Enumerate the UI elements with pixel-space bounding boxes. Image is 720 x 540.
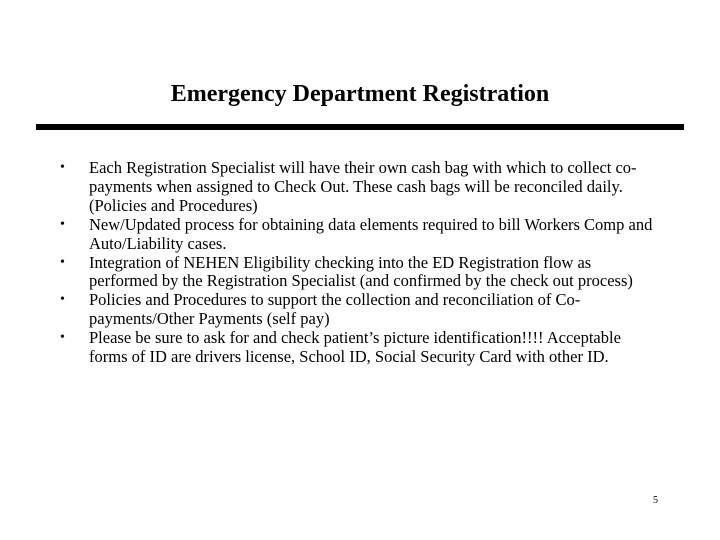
bullet-list xyxy=(60,159,660,367)
slide-title: Emergency Department Registration xyxy=(170,81,550,107)
page-number: 5 xyxy=(653,495,658,506)
bullet-icon: • xyxy=(60,160,65,175)
bullet-item xyxy=(60,216,660,254)
bullet-item xyxy=(60,159,660,216)
bullet-text: Please be sure to ask for and check patient’s picture identification!!!! Acceptable forms of ID are drivers license, School ID, Social Security Card with other ID. xyxy=(89,328,621,367)
title-divider xyxy=(36,124,684,130)
bullet-text: New/Updated process for obtaining data elements required to bill Workers Comp and Auto/Liability cases. xyxy=(89,214,653,253)
bullet-item xyxy=(60,254,660,292)
bullet-text: Integration of NEHEN Eligibility checking into the ED Registration flow as performed by the Registration Specialist (and confirmed by the check out process) xyxy=(89,252,633,291)
bullet-icon: • xyxy=(60,292,65,308)
bullet-text: Each Registration Specialist will have their own cash bag with which to collect co-payments when assigned to Check Out. These cash bags will be reconciled daily. (Policies and Procedures) xyxy=(89,158,637,215)
bullet-item xyxy=(60,329,660,367)
bullet-icon: • xyxy=(60,216,65,232)
bullet-item xyxy=(60,291,660,329)
bullet-icon: • xyxy=(60,254,65,270)
bullet-text: Policies and Procedures to support the collection and reconciliation of Co-payments/Other Payments (self pay) xyxy=(89,290,581,329)
bullet-icon: • xyxy=(60,330,65,346)
